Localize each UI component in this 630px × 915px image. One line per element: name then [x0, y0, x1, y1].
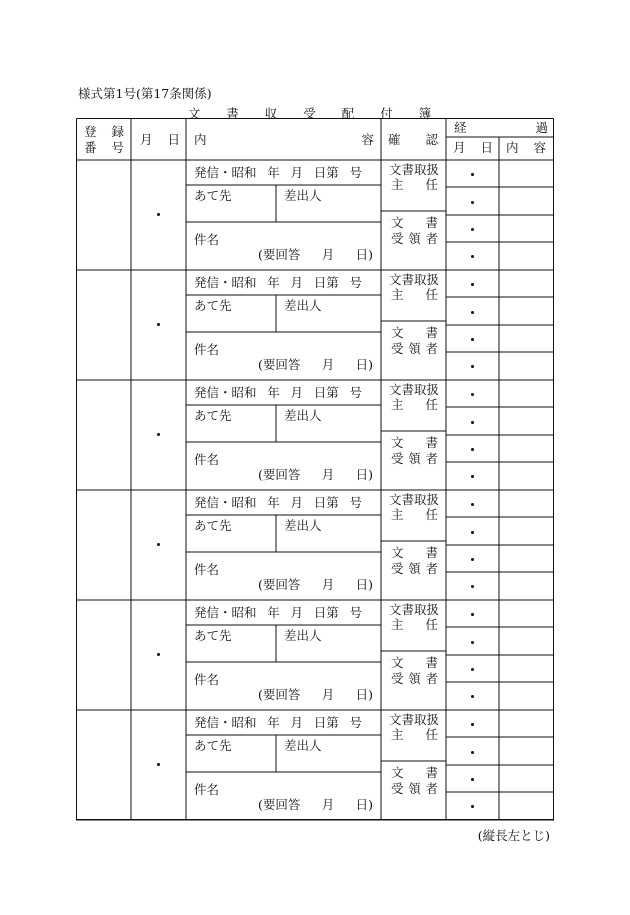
- reply-deadline-line: [258, 798, 373, 812]
- progress-date-separator: [471, 641, 474, 644]
- sending-line-part: 月: [290, 495, 303, 510]
- sending-line-part: 号: [349, 165, 362, 180]
- sending-line: [194, 716, 362, 730]
- reply-deadline-part: 日): [355, 577, 373, 592]
- receiver-role-part: 受: [391, 231, 404, 246]
- progress-date-separator: [471, 695, 474, 698]
- progress-date-separator: [471, 585, 474, 588]
- reply-deadline-part: 月: [321, 467, 335, 482]
- sender-label: 差出人: [284, 518, 322, 533]
- sending-line: [194, 606, 362, 620]
- sender-label: 差出人: [284, 298, 322, 313]
- progress-date-separator: [471, 558, 474, 561]
- reply-deadline-part: 月: [321, 247, 335, 262]
- receiver-part: 文: [391, 545, 404, 560]
- progress-date-separator: [471, 173, 474, 176]
- addressee-label: あて先: [194, 628, 232, 643]
- progress-date-separator: [471, 475, 474, 478]
- sending-line-part: 月: [290, 385, 303, 400]
- sending-line: [194, 386, 362, 400]
- progress-date-separator: [471, 283, 474, 286]
- receiver-role-part: 者: [425, 451, 438, 466]
- sending-line-part: 号: [349, 275, 362, 290]
- receiver-role-label: [391, 782, 438, 796]
- progress-date-separator: [471, 723, 474, 726]
- reply-deadline-part: 日): [355, 797, 373, 812]
- handler-role-label: [391, 178, 438, 192]
- ledger-table: [76, 118, 554, 824]
- receiver-role-part: 領: [408, 671, 421, 686]
- receiver-role-part: 者: [425, 561, 438, 576]
- reply-deadline-part: (要回答: [258, 357, 301, 372]
- receiver-role-part: 領: [408, 561, 421, 576]
- sending-line-part: 年: [267, 495, 280, 510]
- receiver-role-part: 者: [425, 781, 438, 796]
- receiver-part: 書: [425, 215, 438, 230]
- sending-line-part: 発信・昭和: [194, 715, 257, 730]
- sending-line: [194, 496, 362, 510]
- reply-deadline-part: 日): [355, 467, 373, 482]
- reply-deadline-part: 日): [355, 357, 373, 372]
- progress-date-separator: [471, 255, 474, 258]
- receiver-role-label: [391, 562, 438, 576]
- reply-deadline-part: 日): [355, 687, 373, 702]
- form-label: 様式第1号(第17条関係): [78, 86, 212, 101]
- receiver-role-part: 受: [391, 561, 404, 576]
- header-registration-bottom: 番 号: [84, 140, 124, 155]
- sending-line-part: 発信・昭和: [194, 275, 257, 290]
- receiver-part: 書: [425, 765, 438, 780]
- receiver-role-part: 受: [391, 341, 404, 356]
- addressee-label: あて先: [194, 518, 232, 533]
- handler-label: 文書取扱: [389, 162, 440, 177]
- receiver-part: 書: [425, 325, 438, 340]
- reply-deadline-line: [258, 468, 373, 482]
- handler-role-part: 主: [391, 617, 404, 632]
- sending-line-part: 日第: [313, 495, 339, 510]
- receiver-label: [391, 326, 438, 340]
- receiver-role-label: [391, 232, 438, 246]
- sending-line-part: 年: [267, 165, 280, 180]
- reply-deadline-part: (要回答: [258, 577, 301, 592]
- handler-label: 文書取扱: [389, 272, 440, 287]
- receiver-part: 文: [391, 435, 404, 450]
- progress-date-separator: [471, 201, 474, 204]
- sending-line-part: 月: [290, 605, 303, 620]
- footnote: (縦長左とじ): [477, 828, 550, 843]
- reply-deadline-line: [258, 578, 373, 592]
- sending-line-part: 発信・昭和: [194, 605, 257, 620]
- reply-deadline-line: [258, 688, 373, 702]
- handler-role-part: 任: [425, 727, 438, 742]
- handler-role-label: [391, 398, 438, 412]
- header-progress: 経 過: [454, 120, 548, 135]
- registration-date-separator: [157, 543, 160, 546]
- form-title: 文 書 収 受 配 付 簿: [187, 106, 443, 121]
- sender-label: 差出人: [284, 188, 322, 203]
- sender-label: 差出人: [284, 738, 322, 753]
- sending-line-part: 年: [267, 605, 280, 620]
- addressee-label: あて先: [194, 408, 232, 423]
- progress-date-separator: [471, 778, 474, 781]
- reply-deadline-part: (要回答: [258, 797, 301, 812]
- handler-label: 文書取扱: [389, 602, 440, 617]
- sending-line-part: 月: [290, 715, 303, 730]
- receiver-role-part: 者: [425, 671, 438, 686]
- handler-label: 文書取扱: [389, 382, 440, 397]
- reply-deadline-part: 月: [321, 357, 335, 372]
- receiver-part: 文: [391, 325, 404, 340]
- receiver-role-part: 受: [391, 671, 404, 686]
- sending-line-part: 日第: [313, 605, 339, 620]
- progress-date-separator: [471, 751, 474, 754]
- subject-label: 件名: [194, 342, 220, 357]
- sending-line: [194, 276, 362, 290]
- registration-date-separator: [157, 763, 160, 766]
- header-contents: 内 容: [194, 132, 374, 147]
- receiver-label: [391, 546, 438, 560]
- reply-deadline-part: (要回答: [258, 467, 301, 482]
- subject-label: 件名: [194, 672, 220, 687]
- reply-deadline-part: (要回答: [258, 687, 301, 702]
- sending-line-part: 日第: [313, 715, 339, 730]
- header-progress-contents: 内 容: [506, 140, 546, 155]
- progress-date-separator: [471, 311, 474, 314]
- reply-deadline-part: 月: [321, 687, 335, 702]
- registration-date-separator: [157, 433, 160, 436]
- sending-line-part: 号: [349, 495, 362, 510]
- sender-label: 差出人: [284, 628, 322, 643]
- receiver-role-part: 領: [408, 341, 421, 356]
- registration-date-separator: [157, 653, 160, 656]
- header-confirmation: 確 認: [388, 132, 438, 147]
- reply-deadline-part: 月: [321, 797, 335, 812]
- handler-role-label: [391, 618, 438, 632]
- sending-line-part: 年: [267, 715, 280, 730]
- progress-date-separator: [471, 228, 474, 231]
- handler-role-label: [391, 728, 438, 742]
- handler-role-part: 主: [391, 287, 404, 302]
- handler-role-part: 任: [425, 507, 438, 522]
- handler-role-label: [391, 288, 438, 302]
- receiver-role-label: [391, 672, 438, 686]
- progress-date-separator: [471, 338, 474, 341]
- progress-date-separator: [471, 503, 474, 506]
- sending-line: [194, 166, 362, 180]
- sender-label: 差出人: [284, 408, 322, 423]
- handler-label: 文書取扱: [389, 712, 440, 727]
- sending-line-part: 号: [349, 385, 362, 400]
- progress-date-separator: [471, 421, 474, 424]
- handler-role-part: 任: [425, 397, 438, 412]
- reply-deadline-part: (要回答: [258, 247, 301, 262]
- receiver-role-part: 領: [408, 781, 421, 796]
- progress-date-separator: [471, 531, 474, 534]
- receiver-label: [391, 766, 438, 780]
- reply-deadline-line: [258, 358, 373, 372]
- reply-deadline-line: [258, 248, 373, 262]
- header-progress-month-day: 月 日: [453, 140, 493, 155]
- receiver-part: 文: [391, 655, 404, 670]
- handler-role-part: 主: [391, 507, 404, 522]
- sending-line-part: 号: [349, 715, 362, 730]
- registration-date-separator: [157, 213, 160, 216]
- sending-line-part: 発信・昭和: [194, 495, 257, 510]
- sending-line-part: 号: [349, 605, 362, 620]
- receiver-role-part: 領: [408, 451, 421, 466]
- handler-role-part: 主: [391, 177, 404, 192]
- sending-line-part: 発信・昭和: [194, 385, 257, 400]
- progress-date-separator: [471, 805, 474, 808]
- receiver-label: [391, 656, 438, 670]
- reply-deadline-part: 月: [321, 577, 335, 592]
- progress-date-separator: [471, 365, 474, 368]
- receiver-part: 書: [425, 545, 438, 560]
- sending-line-part: 月: [290, 275, 303, 290]
- handler-role-part: 任: [425, 287, 438, 302]
- handler-label: 文書取扱: [389, 492, 440, 507]
- receiver-role-part: 者: [425, 341, 438, 356]
- receiver-role-part: 者: [425, 231, 438, 246]
- sending-line-part: 月: [290, 165, 303, 180]
- handler-role-label: [391, 508, 438, 522]
- addressee-label: あて先: [194, 298, 232, 313]
- handler-role-part: 主: [391, 727, 404, 742]
- receiver-part: 書: [425, 435, 438, 450]
- progress-date-separator: [471, 668, 474, 671]
- addressee-label: あて先: [194, 188, 232, 203]
- subject-label: 件名: [194, 562, 220, 577]
- registration-date-separator: [157, 323, 160, 326]
- subject-label: 件名: [194, 782, 220, 797]
- sending-line-part: 年: [267, 385, 280, 400]
- header-month-day: 月 日: [140, 132, 180, 147]
- receiver-label: [391, 216, 438, 230]
- receiver-part: 書: [425, 655, 438, 670]
- receiver-role-label: [391, 452, 438, 466]
- receiver-label: [391, 436, 438, 450]
- handler-role-part: 主: [391, 397, 404, 412]
- sending-line-part: 日第: [313, 385, 339, 400]
- receiver-role-part: 領: [408, 231, 421, 246]
- sending-line-part: 日第: [313, 275, 339, 290]
- receiver-role-part: 受: [391, 451, 404, 466]
- handler-role-part: 任: [425, 177, 438, 192]
- progress-date-separator: [471, 393, 474, 396]
- addressee-label: あて先: [194, 738, 232, 753]
- handler-role-part: 任: [425, 617, 438, 632]
- header-registration-top: 登 録: [84, 124, 124, 139]
- sending-line-part: 年: [267, 275, 280, 290]
- receiver-role-part: 受: [391, 781, 404, 796]
- progress-date-separator: [471, 448, 474, 451]
- receiver-part: 文: [391, 765, 404, 780]
- sending-line-part: 日第: [313, 165, 339, 180]
- subject-label: 件名: [194, 232, 220, 247]
- receiver-part: 文: [391, 215, 404, 230]
- sending-line-part: 発信・昭和: [194, 165, 257, 180]
- receiver-role-label: [391, 342, 438, 356]
- subject-label: 件名: [194, 452, 220, 467]
- progress-date-separator: [471, 613, 474, 616]
- reply-deadline-part: 日): [355, 247, 373, 262]
